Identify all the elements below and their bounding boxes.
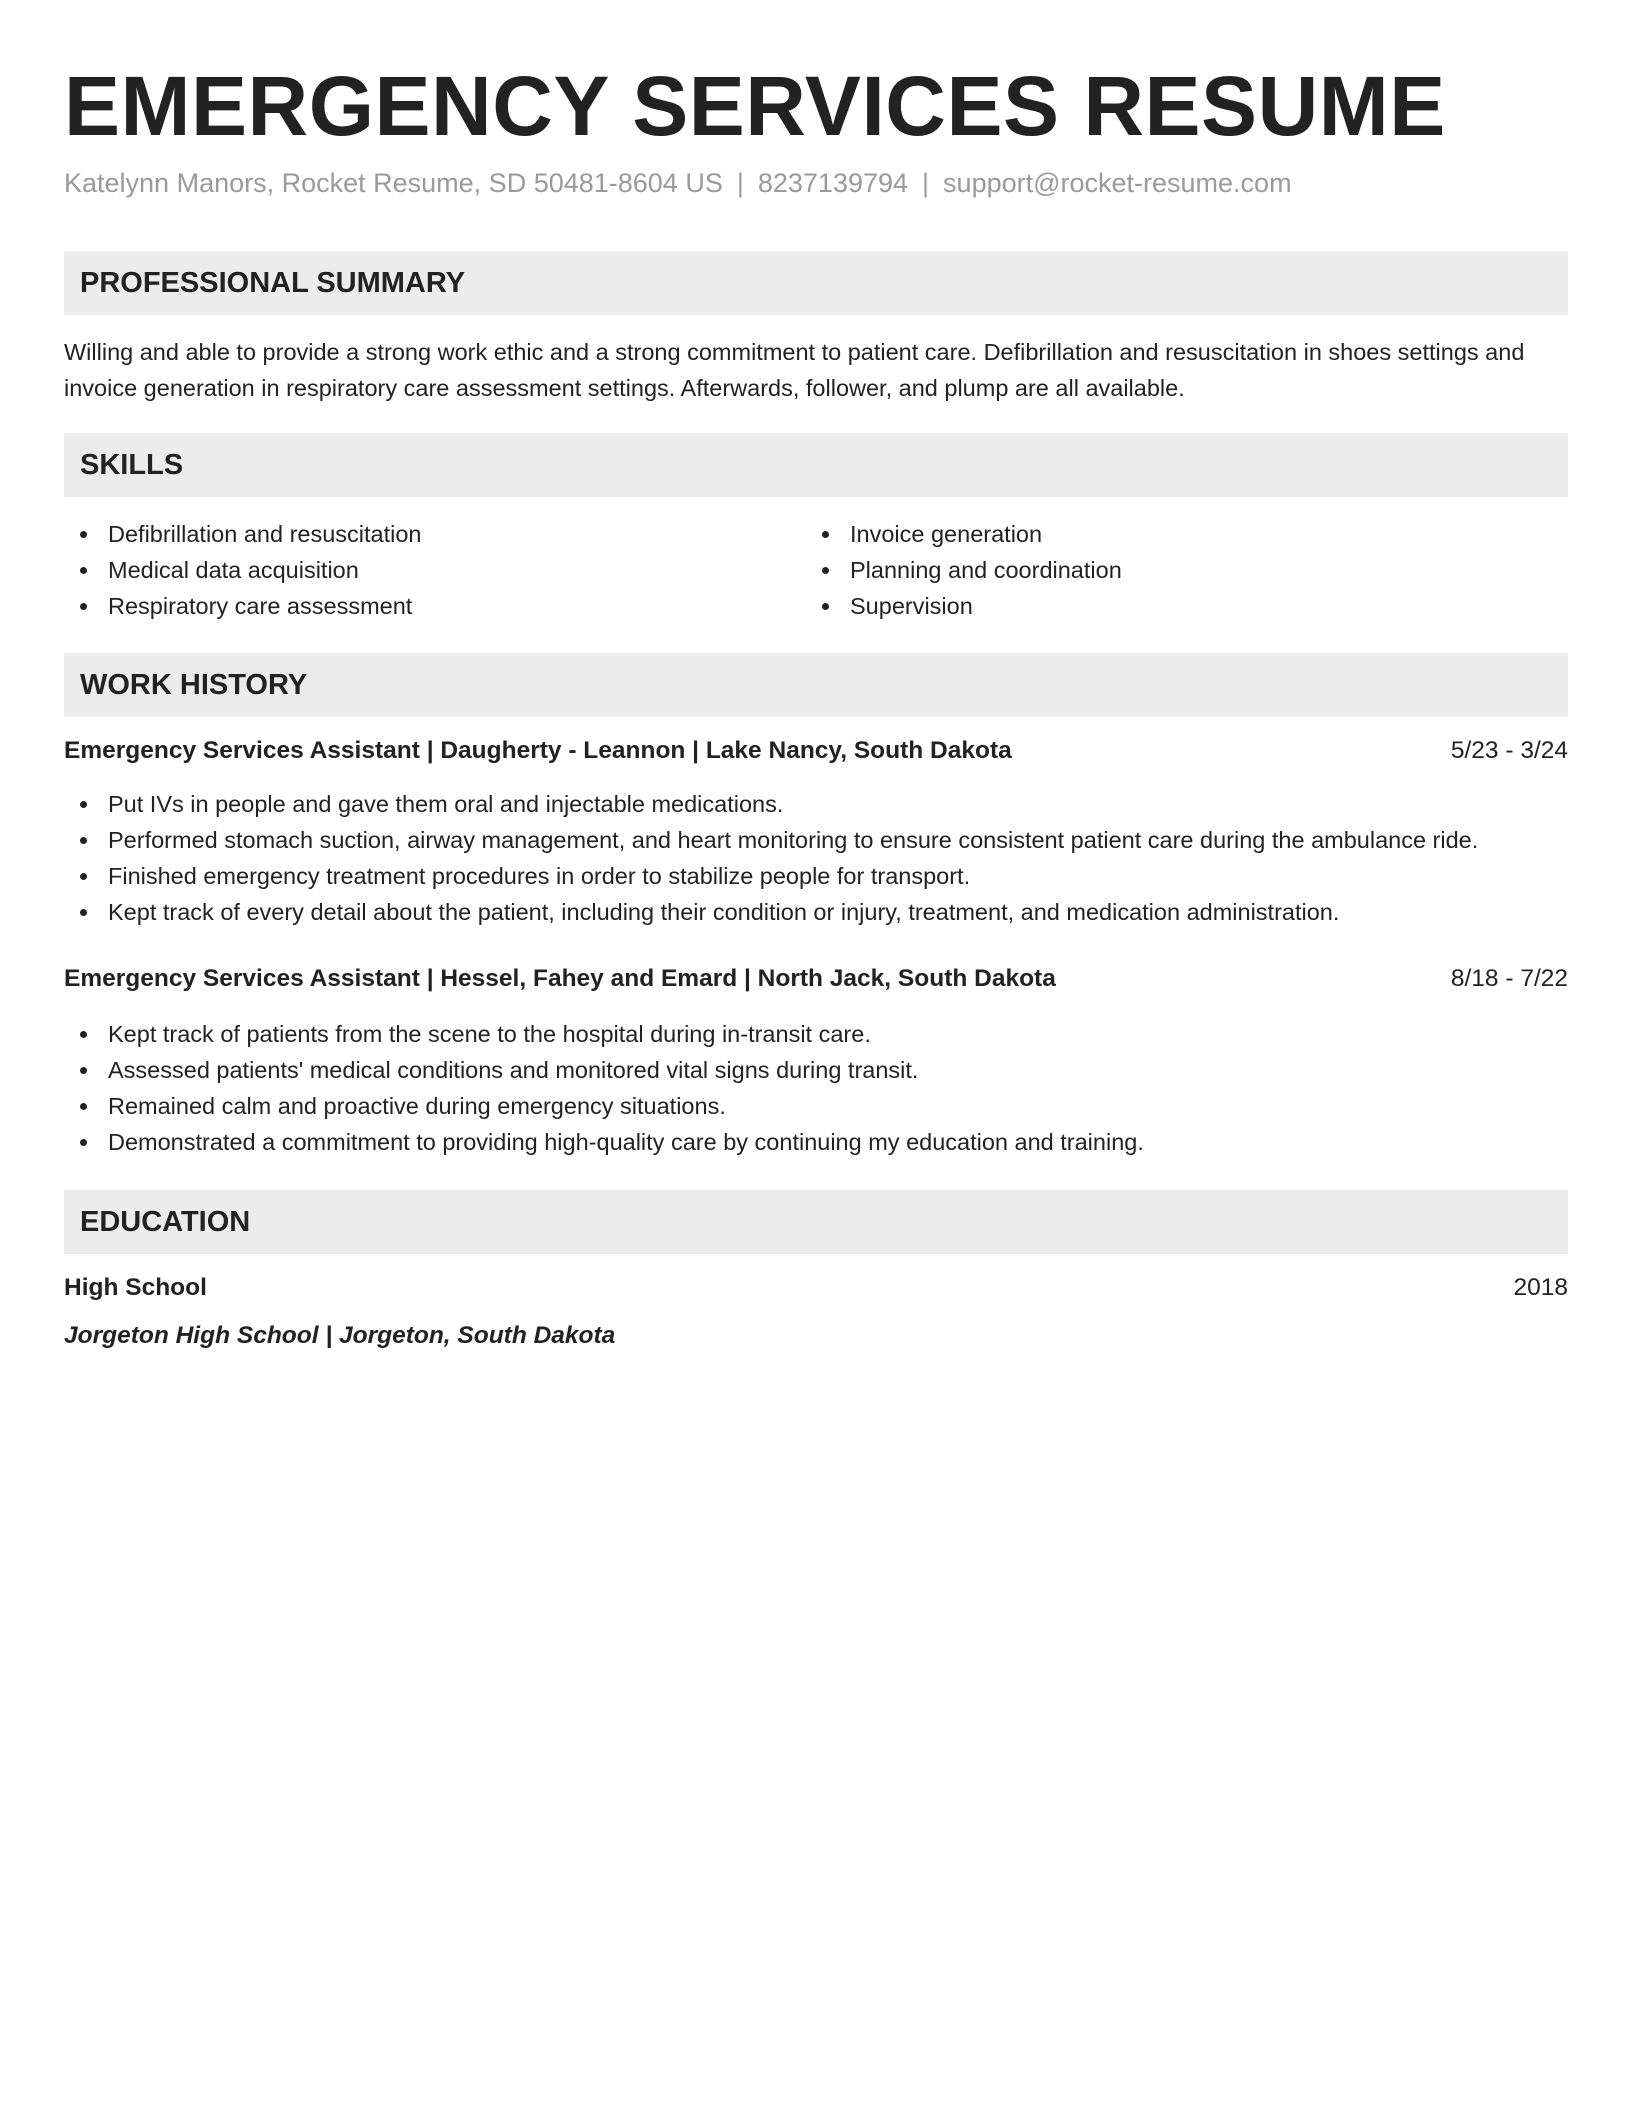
skills-column-left: [64, 516, 422, 624]
section-heading-education: EDUCATION: [64, 1190, 1568, 1254]
skill-item: Medical data acquisition: [64, 552, 422, 588]
job-dates: 8/18 - 7/22: [1450, 965, 1568, 992]
skills-column-right: [806, 516, 1122, 624]
contact-separator: |: [922, 168, 930, 198]
education-degree: High School: [64, 1274, 207, 1301]
job-bullets: [64, 786, 1568, 930]
skill-item: Planning and coordination: [806, 552, 1122, 588]
section-heading-work-history: WORK HISTORY: [64, 653, 1568, 717]
contact-phone: 8237139794: [757, 168, 909, 198]
section-heading-skills: SKILLS: [64, 433, 1568, 497]
job-bullet: Put IVs in people and gave them oral and injectable medications.: [64, 786, 1568, 822]
summary-text: Willing and able to provide a strong work ethic and a strong commitment to patient care. Defibrillation and resuscitation in shoes settings and invoice generation in respiratory care assessment settings. Afterwards, follower, and plump are all available.: [64, 339, 1525, 401]
skill-item: Supervision: [806, 588, 1122, 624]
contact-email: support@rocket-resume.com: [943, 168, 1292, 198]
contact-line: [64, 166, 1292, 200]
job-title: Emergency Services Assistant | Daugherty - Leannon | Lake Nancy, South Dakota: [64, 737, 1012, 764]
job-bullet: Assessed patients' medical conditions and monitored vital signs during transit.: [64, 1052, 1568, 1088]
resume-title: EMERGENCY SERVICES RESUME: [64, 59, 1446, 153]
education-year: 2018: [1513, 1274, 1568, 1301]
job-bullet: Remained calm and proactive during emergency situations.: [64, 1088, 1568, 1124]
job-bullet: Performed stomach suction, airway management, and heart monitoring to ensure consistent patient care during the ambulance ride.: [64, 822, 1568, 858]
job-title: Emergency Services Assistant | Hessel, Fahey and Emard | North Jack, South Dakota: [64, 965, 1056, 992]
section-heading-summary: PROFESSIONAL SUMMARY: [64, 251, 1568, 315]
education-header: [64, 1270, 1568, 1306]
contact-address: Katelynn Manors, Rocket Resume, SD 50481-8604 US: [64, 168, 723, 198]
job-bullet: Kept track of patients from the scene to the hospital during in-transit care.: [64, 1016, 1568, 1052]
job-bullets: [64, 1016, 1568, 1160]
contact-separator: |: [736, 168, 744, 198]
skill-item: Respiratory care assessment: [64, 588, 422, 624]
job-bullet: Kept track of every detail about the patient, including their condition or injury, treatment, and medication administration.: [64, 894, 1568, 930]
skill-item: Defibrillation and resuscitation: [64, 516, 422, 552]
job-bullet: Demonstrated a commitment to providing high-quality care by continuing my education and training.: [64, 1124, 1568, 1160]
job-header: [64, 733, 1568, 769]
job-dates: 5/23 - 3/24: [1450, 737, 1568, 764]
job-bullet: Finished emergency treatment procedures in order to stabilize people for transport.: [64, 858, 1568, 894]
education-school: Jorgeton High School | Jorgeton, South Dakota: [64, 1322, 616, 1349]
skill-item: Invoice generation: [806, 516, 1122, 552]
job-header: [64, 961, 1568, 997]
